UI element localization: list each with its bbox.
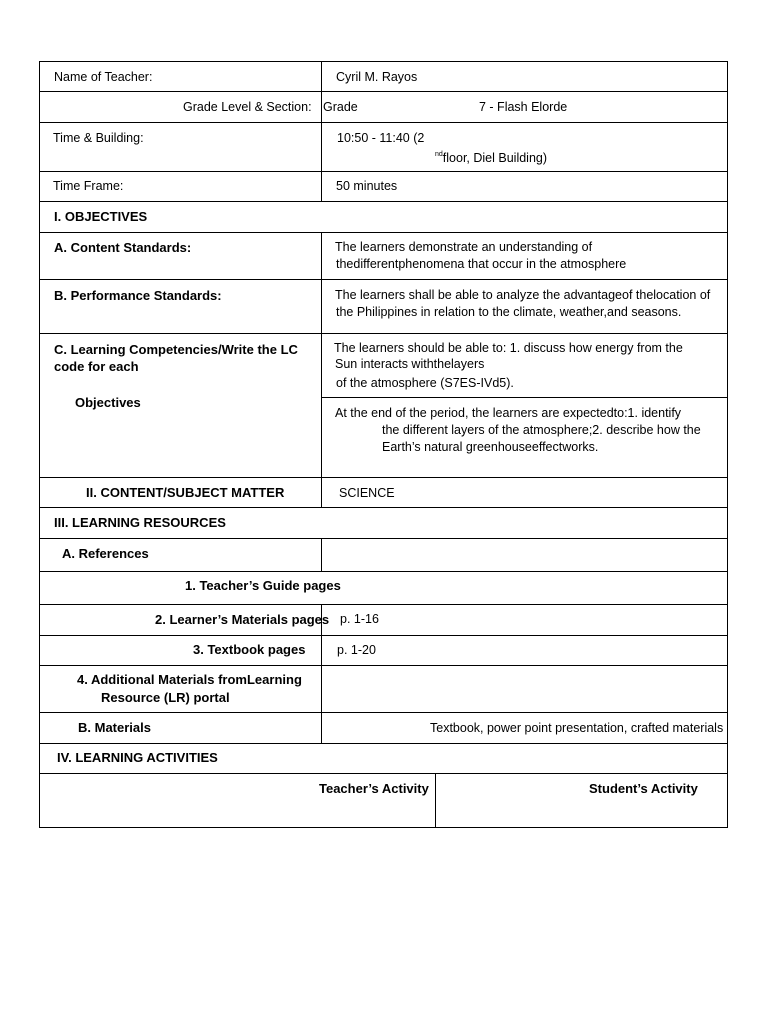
- grade-level-label: Grade Level & Section:: [183, 100, 312, 114]
- grade-level-value-b: 7 - Flash Elorde: [479, 100, 568, 114]
- teachers-guide-label: 1. Teacher’s Guide pages: [185, 578, 341, 593]
- content-standards-label: A. Content Standards:: [54, 240, 192, 255]
- period-line1: At the end of the period, the learners are expectedto:1. identify: [335, 406, 682, 420]
- performance-standards-label: B. Performance Standards:: [54, 288, 222, 303]
- competencies-line1: The learners should be able to: 1. discuss how energy from the: [334, 341, 683, 355]
- objectives-heading: I. OBJECTIVES: [54, 209, 148, 224]
- learners-materials-label: 2. Learner’s Materials pages: [155, 612, 330, 627]
- additional-materials-label-line1: 4. Additional Materials fromLearning: [77, 672, 302, 687]
- learners-materials-value: p. 1-16: [340, 612, 379, 626]
- student-activity-header: Student’s Activity: [589, 781, 698, 796]
- activities-heading: IV. LEARNING ACTIVITIES: [57, 750, 218, 765]
- competencies-label-line3: Objectives: [75, 395, 141, 410]
- name-of-teacher-value: Cyril M. Rayos: [336, 70, 418, 84]
- textbook-label: 3. Textbook pages: [193, 642, 306, 657]
- performance-standards-line1: The learners shall be able to analyze the advantageof thelocation of: [335, 288, 711, 302]
- textbook-value: p. 1-20: [337, 643, 376, 657]
- period-line3: Earth’s natural greenhouseeffectworks.: [382, 440, 599, 454]
- competencies-label-line1: C. Learning Competencies/Write the LC: [54, 342, 298, 357]
- period-line2: the different layers of the atmosphere;2. describe how the: [382, 423, 701, 437]
- grade-level-value-a: Grade: [323, 100, 358, 114]
- content-heading: II. CONTENT/SUBJECT MATTER: [86, 485, 285, 500]
- time-building-line2: $^{nd}$floor, Diel Building): [435, 151, 548, 166]
- competencies-line3: of the atmosphere (S7ES-IVd5).: [336, 376, 514, 390]
- additional-materials-label-line2: Resource (LR) portal: [101, 690, 230, 705]
- materials-value: Textbook, power point presentation, crafted materials: [430, 721, 724, 735]
- time-frame-value: 50 minutes: [336, 179, 398, 193]
- time-building-line1: 10:50 - 11:40 (2: [337, 131, 425, 145]
- name-of-teacher-label: Name of Teacher:: [54, 70, 153, 84]
- time-frame-label: Time Frame:: [53, 179, 124, 193]
- content-standards-line1: The learners demonstrate an understanding of: [335, 240, 593, 254]
- competencies-label-line2: code for each: [54, 359, 139, 374]
- references-label: A. References: [62, 546, 149, 561]
- content-standards-line2: thedifferentphenomena that occur in the atmosphere: [336, 257, 627, 271]
- time-building-label: Time & Building:: [53, 131, 144, 145]
- content-value: SCIENCE: [339, 486, 395, 500]
- competencies-line2: Sun interacts withthelayers: [335, 357, 485, 371]
- performance-standards-line2: the Philippines in relation to the climate, weather,and seasons.: [336, 305, 682, 319]
- materials-label: B. Materials: [78, 720, 151, 735]
- resources-heading: III. LEARNING RESOURCES: [54, 515, 226, 530]
- teacher-activity-header: Teacher’s Activity: [319, 781, 429, 796]
